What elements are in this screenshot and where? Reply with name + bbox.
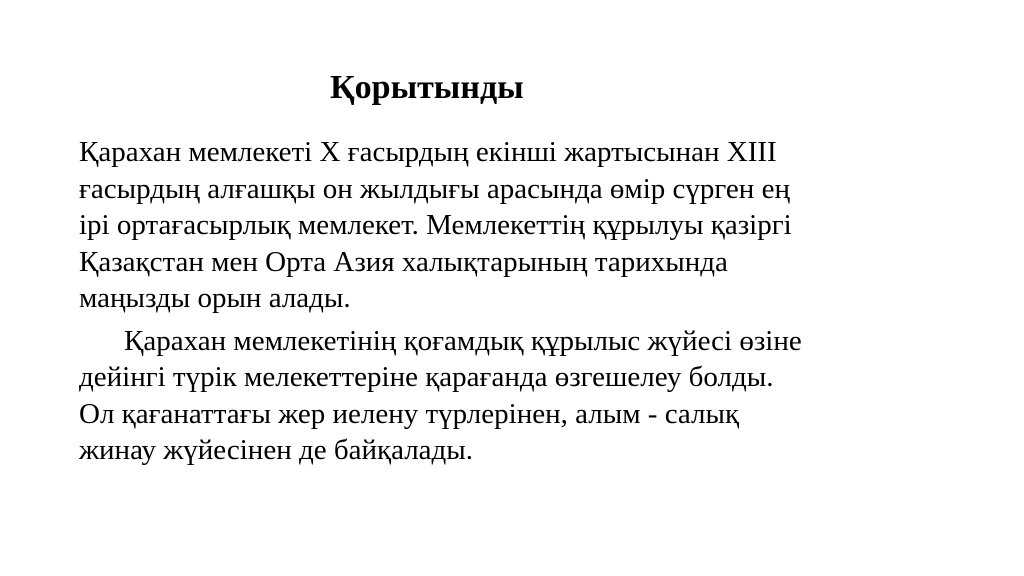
text-line: дейінгі түрік мелекеттеріне қарағанда өзгешелеу болды. bbox=[79, 361, 774, 393]
text-line: Қазақстан мен Орта Азия халықтарының тарихында bbox=[79, 245, 728, 278]
text-line: маңызды орын алады. bbox=[79, 282, 351, 314]
text-line: Қарахан мемлекетінің қоғамдық құрылыс жүйесі өзіне bbox=[124, 324, 802, 357]
paragraph-2 bbox=[79, 323, 959, 469]
text-line: жинау жүйесінен де байқалады. bbox=[79, 434, 474, 466]
paragraph-1 bbox=[79, 134, 959, 317]
slide-body bbox=[79, 134, 959, 469]
text-line: Қарахан мемлекеті X ғасырдың екінші жартысынан XIII bbox=[79, 136, 777, 168]
text-line: ғасырдың алғашқы он жылдығы арасында өмір сүрген ең bbox=[79, 172, 790, 205]
slide-title: Қорытынды bbox=[330, 69, 524, 106]
text-line: Ол қағанаттағы жер иелену түрлерінен, алым - салық bbox=[79, 397, 740, 430]
text-line: ірі ортағасырлық мемлекет. Мемлекеттің құрылуы қазіргі bbox=[79, 209, 792, 241]
